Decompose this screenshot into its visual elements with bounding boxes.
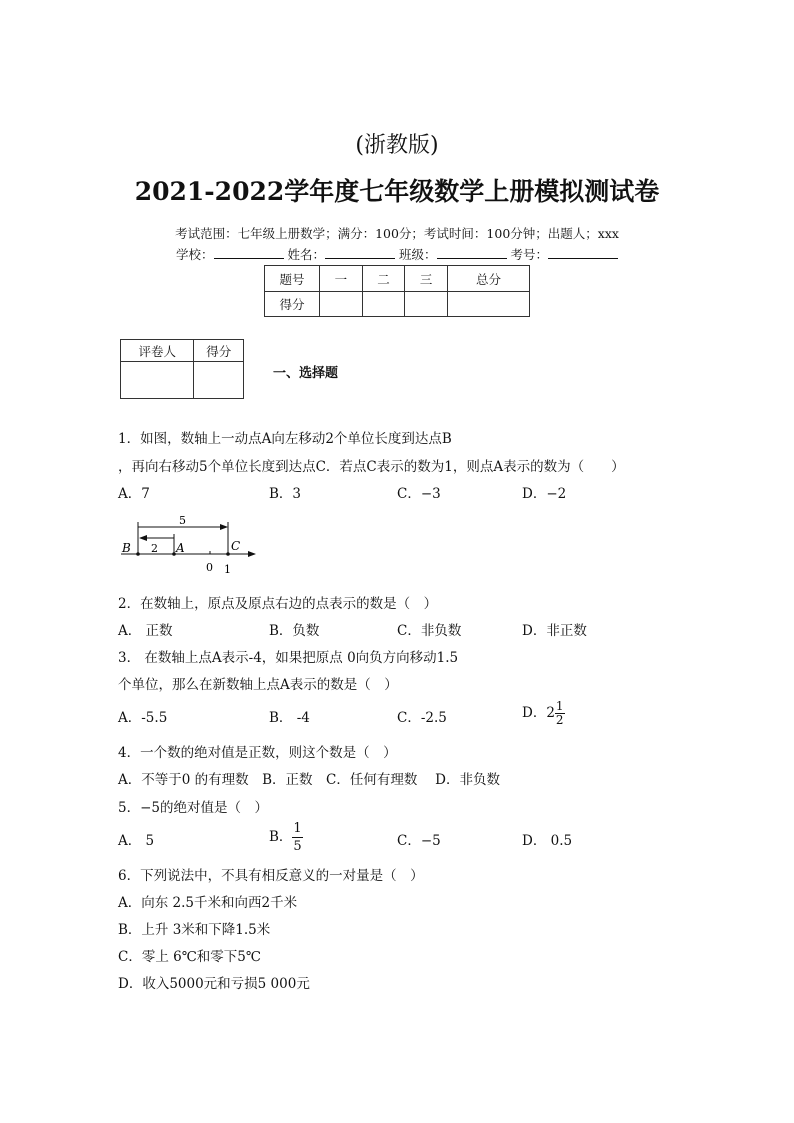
tick-one-label: 1 [224,563,231,576]
q3-option-a[interactable]: A．-5.5 [118,710,168,726]
score-table-col-3: 三 [405,266,448,292]
q3-option-d-fraction [555,700,565,727]
exam-no-blank[interactable] [548,246,618,259]
score-table-score-label: 得分 [265,292,320,317]
q5-option-b[interactable] [269,820,303,855]
question-5: 5．−5的绝对值是（ ） [118,800,268,816]
q1-option-b[interactable]: B．3 [269,486,302,502]
class-blank[interactable] [437,246,507,259]
school-label: 学校： [175,247,214,262]
q5-option-d[interactable]: D． 0.5 [522,833,573,849]
point-c-dot [226,552,230,556]
name-label: 姓名： [287,247,325,262]
point-a-label: A [176,541,185,555]
q3-option-d-label: D．2 [522,705,555,721]
question-6: 6．下列说法中，不具有相反意义的一对量是（ ） [118,868,424,884]
score-table-col-1: 一 [320,266,363,292]
exam-no-label: 考号： [510,247,548,262]
grader-table [120,339,244,399]
fraction-denominator: 5 [293,839,302,854]
grader-cell[interactable] [121,362,194,399]
score-cell[interactable] [320,292,363,317]
exam-title: 2021-2022学年度七年级数学上册模拟测试卷 [134,177,660,206]
score-cell[interactable] [447,292,529,317]
point-c-label: C [231,539,241,553]
grader-label: 评卷人 [121,340,194,362]
q5-option-c[interactable]: C．−5 [397,833,441,849]
span-2-label: 2 [151,542,158,555]
question-1-line1: 1．如图，数轴上一动点A向左移动2个单位长度到达点B [118,431,452,447]
exam-info: 考试范围：七年级上册数学；满分：100分；考试时间：100分钟；出题人；xxx [175,226,619,241]
q6-option-c[interactable]: C．零上 6℃和零下5℃ [118,949,262,965]
q2-option-b[interactable]: B．负数 [269,623,320,639]
q3-option-d[interactable] [522,700,565,727]
score-table-col-2: 二 [362,266,405,292]
student-fields [0,245,794,263]
span-5-label: 5 [179,514,186,527]
point-b-dot [136,552,140,556]
number-line-figure [115,510,265,578]
score-cell[interactable] [405,292,448,317]
score-table [264,265,530,317]
fraction-numerator: 1 [293,821,302,836]
q4-options[interactable]: A．不等于0 的有理数 B．正数 C．任何有理数 D．非负数 [118,772,500,788]
q3-option-c[interactable]: C．-2.5 [397,710,447,726]
edition-label: (浙教版) [355,133,439,158]
q5-option-b-label: B． [269,829,293,845]
q1-option-a[interactable]: A．7 [118,486,150,502]
grader-score-cell[interactable] [194,362,244,399]
q5-option-a[interactable]: A． 5 [118,833,155,849]
q1-option-d[interactable]: D．−2 [522,486,567,502]
fraction-denominator: 2 [555,713,564,727]
q1-option-c[interactable]: C．−3 [397,486,441,502]
q5-option-b-fraction [292,820,302,855]
q2-option-c[interactable]: C．非负数 [397,623,462,639]
point-b-label: B [122,541,131,555]
question-4: 4．一个数的绝对值是正数，则这个数是（ ） [118,745,397,761]
question-1-line2: ，再向右移动5个单位长度到达点C．若点C表示的数为1，则点A表示的数为（ ） [118,459,625,475]
tick-zero-label: 0 [206,561,213,574]
section-title: 一、选择题 [273,366,339,381]
q2-option-a[interactable]: A． 正数 [118,623,173,639]
q2-option-d[interactable]: D．非正数 [522,623,587,639]
class-label: 班级： [398,247,437,262]
score-table-header-label: 题号 [265,266,320,292]
q3-option-b[interactable]: B． -4 [269,710,310,726]
score-table-col-total: 总分 [447,266,529,292]
q6-option-b[interactable]: B．上升 3米和下降1.5米 [118,922,271,938]
question-3-line1: 3． 在数轴上点A表示-4，如果把原点 0向负方向移动1.5 [118,650,459,666]
q6-option-a[interactable]: A．向东 2.5千米和向西2千米 [118,895,298,911]
grader-score-label: 得分 [194,340,244,362]
question-2: 2．在数轴上，原点及原点右边的点表示的数是（ ） [118,596,438,612]
school-blank[interactable] [214,246,284,259]
name-blank[interactable] [325,246,395,259]
question-3-line2: 个单位，那么在新数轴上点A表示的数是（ ） [118,677,398,693]
score-cell[interactable] [362,292,405,317]
fraction-numerator: 1 [555,699,564,713]
q6-option-d[interactable]: D．收入5000元和亏损5 000元 [118,976,310,992]
